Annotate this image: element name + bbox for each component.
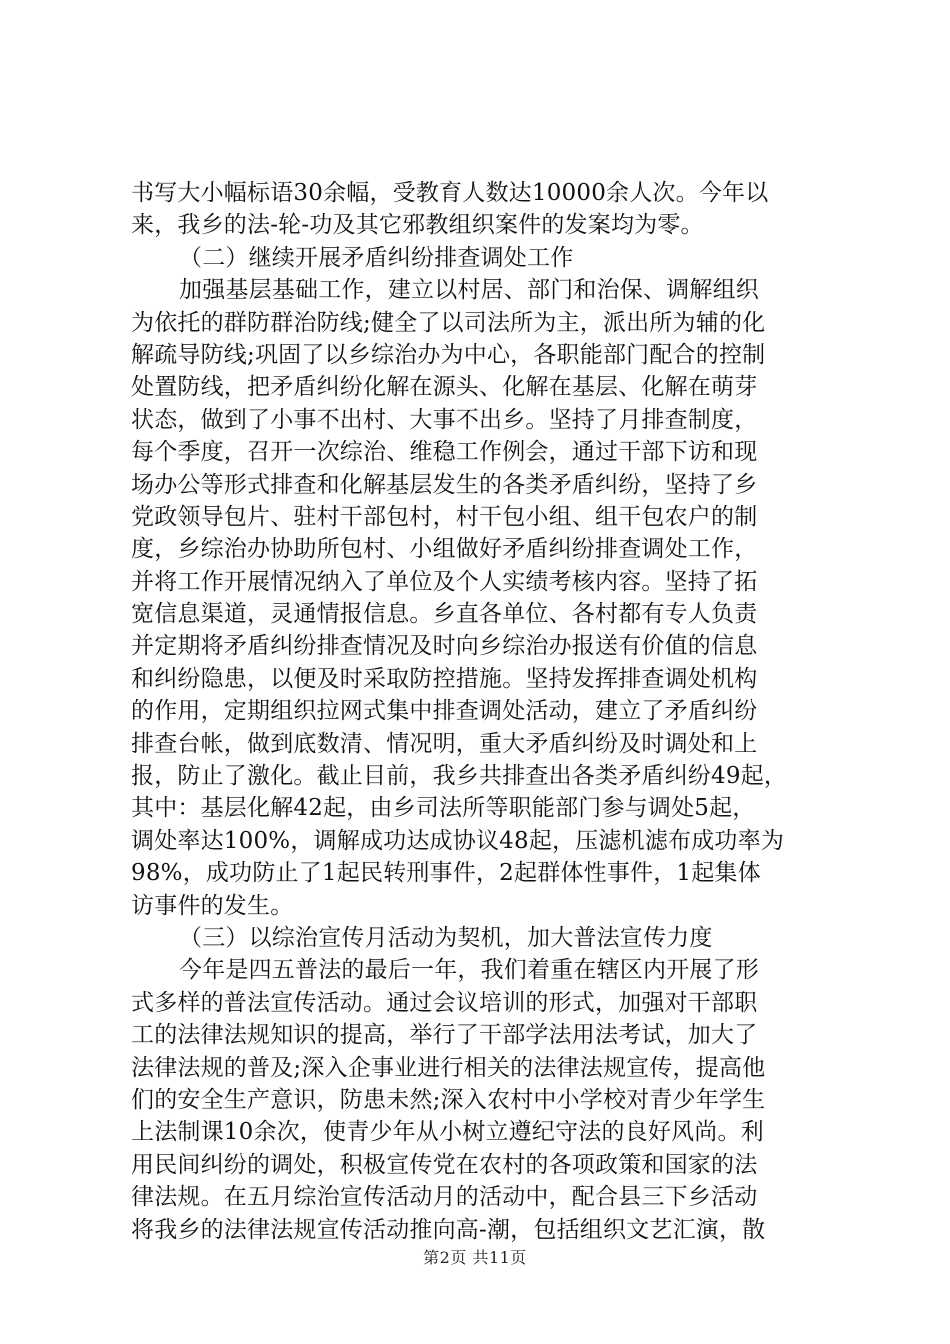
document-body (131, 177, 831, 1246)
paragraph-line: 并定期将矛盾纠纷排查情况及时向乡综治办报送有价值的信息 (131, 633, 758, 660)
paragraph-line-indented: （三）以综治宣传月活动为契机，加大普法宣传力度 (179, 924, 713, 951)
paragraph-line: 法律法规的普及;深入企事业进行相关的法律法规宣传，提高他 (131, 1054, 766, 1081)
paragraph-line: 度，乡综治办协助所包村、小组做好矛盾纠纷排查调处工作， (131, 536, 758, 563)
paragraph-line: 和纠纷隐患，以便及时采取防控措施。坚持发挥排查调处机构 (131, 665, 758, 692)
paragraph-line: 式多样的普法宣传活动。通过会议培训的形式，加强对干部职 (131, 989, 758, 1016)
paragraph-line: 访事件的发生。 (131, 892, 294, 919)
paragraph-line: 来，我乡的法-轮-功及其它邪教组织案件的发案均为零。 (131, 212, 704, 239)
paragraph-line: 的作用，定期组织拉网式集中排查调处活动，建立了矛盾纠纷 (131, 698, 758, 725)
paragraph-line: 用民间纠纷的调处，积极宣传党在农村的各项政策和国家的法 (131, 1151, 758, 1178)
paragraph-line: 工的法律法规知识的提高，举行了干部学法用法考试，加大了 (131, 1022, 758, 1049)
paragraph-line: 们的安全生产意识，防患未然;深入农村中小学校对青少年学生 (131, 1086, 766, 1113)
paragraph-line: 上法制课10余次，使青少年从小树立遵纪守法的良好风尚。利 (131, 1119, 764, 1146)
paragraph-line: 状态，做到了小事不出村、大事不出乡。坚持了月排查制度， (131, 406, 758, 433)
paragraph-line: 处置防线，把矛盾纠纷化解在源头、化解在基层、化解在萌芽 (131, 374, 758, 401)
paragraph-line-indented: 加强基层基础工作，建立以村居、部门和治保、调解组织 (179, 277, 759, 304)
paragraph-line-indented: （二）继续开展矛盾纠纷排查调处工作 (179, 244, 574, 271)
paragraph-line: 将我乡的法律法规宣传活动推向高-潮，包括组织文艺汇演，散 (131, 1216, 766, 1243)
paragraph-line: 解疏导防线;巩固了以乡综治办为中心，各职能部门配合的控制 (131, 341, 766, 368)
paragraph-line: 并将工作开展情况纳入了单位及个人实绩考核内容。坚持了拓 (131, 568, 758, 595)
paragraph-line: 宽信息渠道，灵通情报信息。乡直各单位、各村都有专人负责 (131, 601, 758, 628)
paragraph-line: 报，防止了激化。截止目前，我乡共排查出各类矛盾纠纷49起， (131, 763, 788, 790)
paragraph-line: 每个季度，召开一次综治、维稳工作例会，通过干部下访和现 (131, 439, 758, 466)
paragraph-line: 书写大小幅标语30余幅，受教育人数达10000余人次。今年以 (131, 180, 769, 206)
paragraph-line: 律法规。在五月综治宣传活动月的活动中，配合县三下乡活动 (131, 1184, 758, 1211)
paragraph-line: 为依托的群防群治防线;健全了以司法所为主，派出所为辅的化 (131, 309, 766, 336)
paragraph-line: 党政领导包片、驻村干部包村，村干包小组、组干包农户的制 (131, 503, 758, 530)
paragraph-line: 98%，成功防止了1起民转刑事件，2起群体性事件，1起集体 (131, 860, 761, 887)
paragraph-line: 调处率达100%，调解成功达成协议48起，压滤机滤布成功率为 (131, 827, 785, 854)
paragraph-line: 其中：基层化解42起，由乡司法所等职能部门参与调处5起， (131, 795, 756, 822)
page-number-footer: 第2页 共11页 (423, 1248, 527, 1267)
paragraph-line: 排查台帐，做到底数清、情况明，重大矛盾纠纷及时调处和上 (131, 730, 758, 757)
paragraph-line-indented: 今年是四五普法的最后一年，我们着重在辖区内开展了形 (179, 957, 759, 984)
paragraph-line: 场办公等形式排查和化解基层发生的各类矛盾纠纷，坚持了乡 (131, 471, 758, 498)
